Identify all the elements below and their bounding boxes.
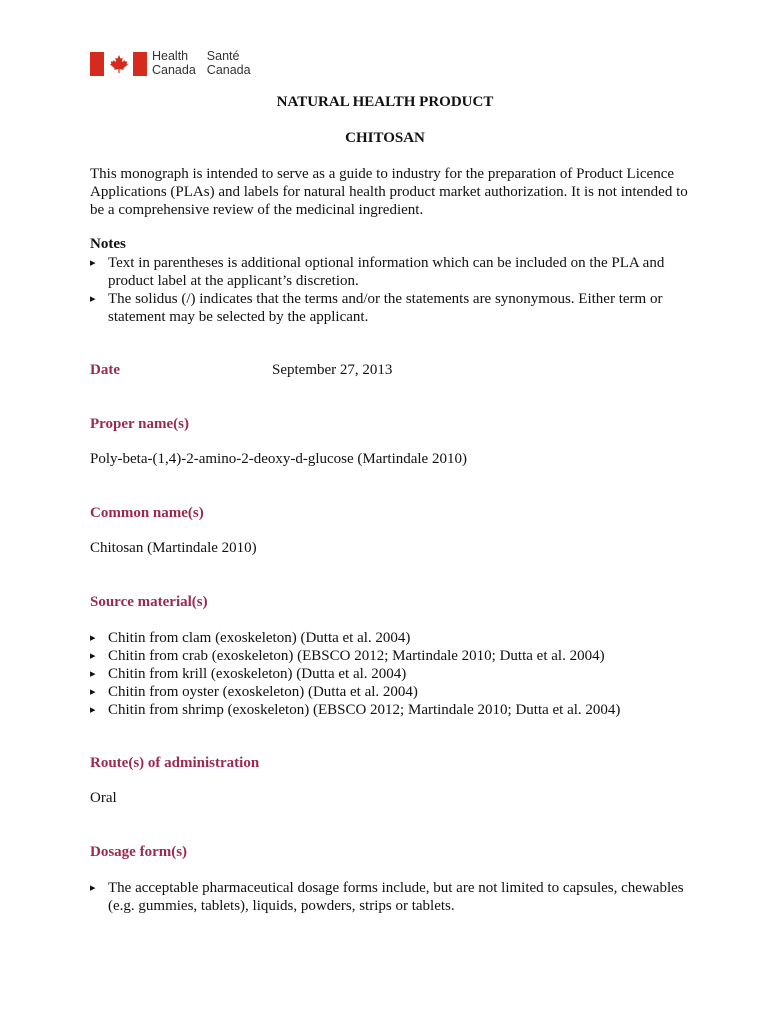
dosage-form-list — [90, 879, 690, 915]
source-material-heading: Source material(s) — [90, 594, 208, 610]
source-material-list — [90, 629, 690, 719]
org-name-en-line2: Canada — [152, 62, 196, 77]
common-name-heading: Common name(s) — [90, 505, 204, 521]
common-name-text: Chitosan (Martindale 2010) — [90, 540, 257, 556]
org-name-fr-line2: Canada — [206, 62, 251, 77]
notes-list — [90, 254, 690, 326]
list-item: ▸ Chitin from shrimp (exoskeleton) (EBSCO 2012; Martindale 2010; Dutta et al. 2004) — [90, 701, 690, 719]
notes-heading: Notes — [90, 236, 126, 252]
list-item: ▸ The solidus (/) indicates that the terms and/or the statements are synonymous. Either term or statement may be selected by the applicant. — [90, 290, 690, 326]
list-item: ▸ Chitin from crab (exoskeleton) (EBSCO 2012; Martindale 2010; Dutta et al. 2004) — [90, 647, 690, 665]
org-name-fr-line1: Santé — [206, 49, 240, 63]
list-item: ▸ Chitin from krill (exoskeleton) (Dutta et al. 2004) — [90, 665, 690, 683]
list-item: ▸ Chitin from clam (exoskeleton) (Dutta et al. 2004) — [90, 629, 690, 647]
document-title: NATURAL HEALTH PRODUCT — [276, 94, 494, 110]
proper-name-heading: Proper name(s) — [90, 416, 190, 432]
proper-name-text: Poly-beta-(1,4)-2-amino-2-deoxy-d-glucose (Martindale 2010) — [90, 451, 467, 467]
canada-flag-icon — [90, 52, 147, 76]
health-canada-logo — [90, 50, 251, 77]
date-label: Date — [90, 362, 120, 378]
list-item: ▸ The acceptable pharmaceutical dosage forms include, but are not limited to capsules, chewables (e.g. gummies, tablets), liquids, powders, strips or tablets. — [90, 879, 690, 915]
document-subtitle: CHITOSAN — [345, 130, 425, 146]
list-item: ▸ Chitin from oyster (exoskeleton) (Dutta et al. 2004) — [90, 683, 690, 701]
route-heading: Route(s) of administration — [90, 755, 260, 771]
list-item: ▸ Text in parentheses is additional optional information which can be included on the PLA and product label at the applicant’s discretion. — [90, 254, 690, 290]
date-value: September 27, 2013 — [272, 362, 393, 378]
intro-paragraph: This monograph is intended to serve as a guide to industry for the preparation of Product Licence Applications (PLAs) and labels for natural health product market authorization. It is not intended to be a comprehensive review of the medicinal ingredient. — [90, 166, 688, 218]
dosage-form-heading: Dosage form(s) — [90, 844, 188, 860]
org-name-en-line1: Health — [152, 49, 189, 63]
route-text: Oral — [90, 790, 117, 806]
